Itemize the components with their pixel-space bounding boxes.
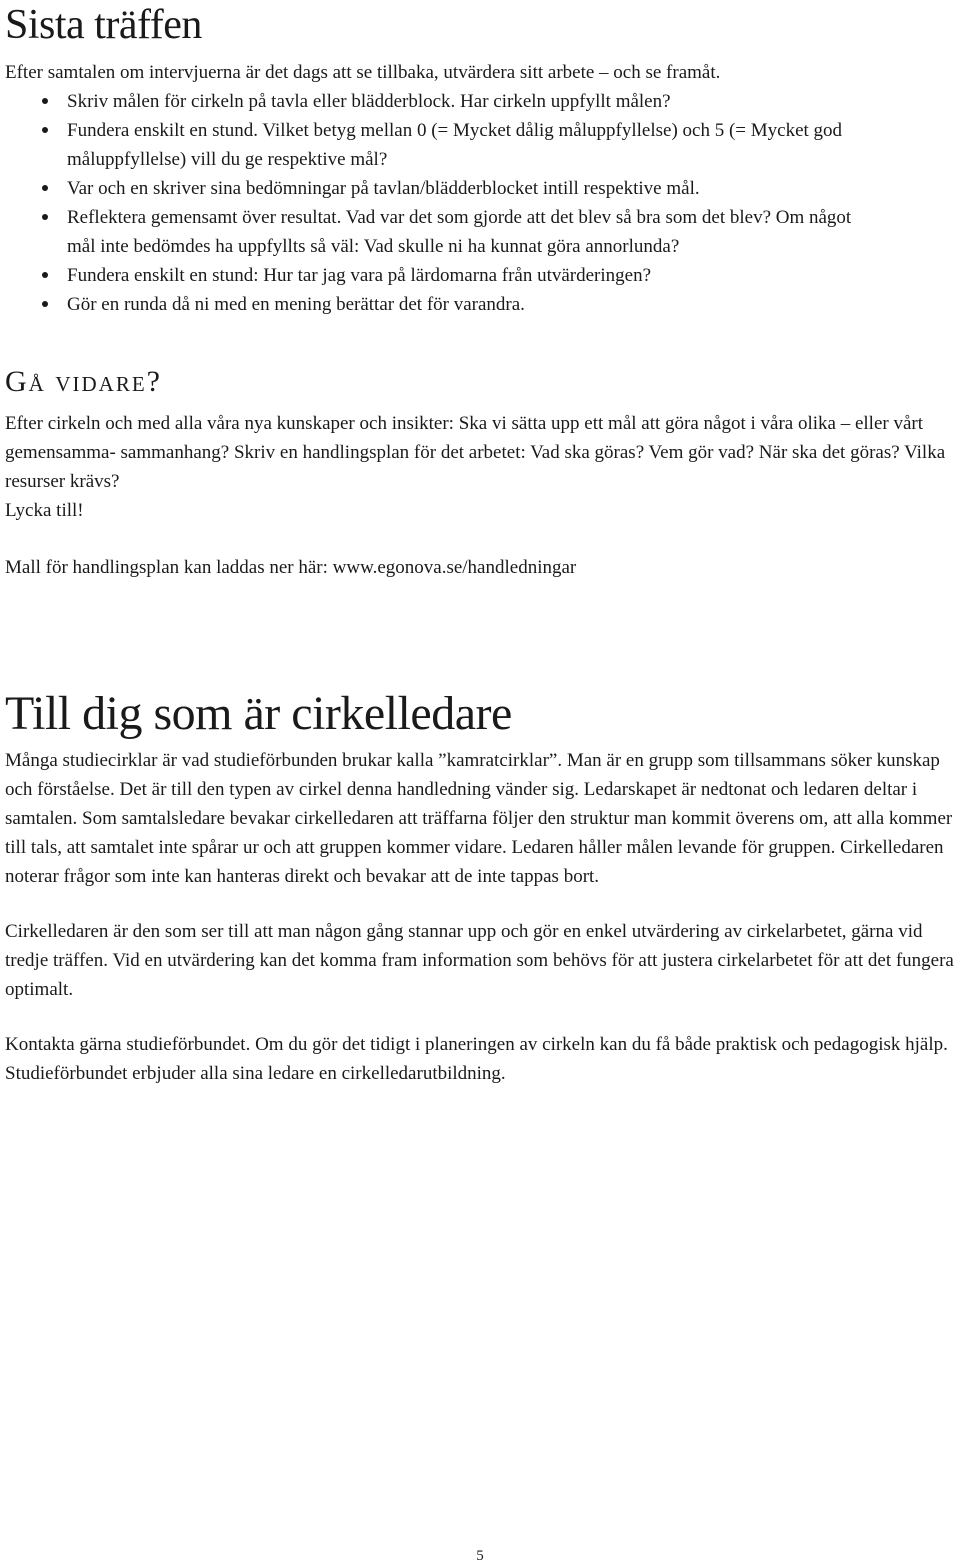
list-item-text: Gör en runda då ni med en mening berättar det för varandra. <box>67 294 525 315</box>
bullet-icon <box>42 214 48 220</box>
list-item-text: Skriv målen för cirkeln på tavla eller blädderblock. Har cirkeln uppfyllt målen? <box>67 91 671 112</box>
list-item <box>5 116 957 174</box>
list-item-text: Var och en skriver sina bedömningar på tavlan/blädderblocket intill respektive mål. <box>67 178 700 199</box>
section-spacer <box>5 582 957 690</box>
leader-paragraph-3: Kontakta gärna studieförbundet. Om du gör det tidigt i planeringen av cirkeln kan du få både praktisk och pedagogisk hjälp. Studieförbundet erbjuder alla sina ledare en cirkelledarutbildning. <box>5 1034 948 1084</box>
leader-paragraph-1: Många studiecirklar är vad studieförbunden brukar kalla ”kamratcirklar”. Man är en grupp som tillsammans söker kunskap och förståelse. Det är till den typen av cirkel denna handledning vänder sig. Ledarskapet är nedtonat och ledaren deltar i samtalen. Som samtalsledare bevakar cirkelledaren att träffarna följer den struktur man kommit överens om, att alla kommer till tals, att samtalet inte spårar ur och att gruppen kommer vidare. Ledaren håller målen levande för gruppen. Cirkelledaren noterar frågor som inte kan hanteras direkt och bevakar att de inte tappas bort. <box>5 750 953 887</box>
section-title-sista-traffen: Sista träffen <box>5 2 202 48</box>
page-number: 5 <box>476 1548 484 1564</box>
bullet-icon <box>42 127 48 133</box>
section-title-ga-vidare: Gå vidare? <box>5 365 162 398</box>
list-item-text: Fundera enskilt en stund. Vilket betyg mellan 0 (= Mycket dålig måluppfyllelse) och 5 (= Mycket god måluppfyllelse) vill du ge respektive mål? <box>67 120 843 170</box>
template-download-line: Mall för handlingsplan kan laddas ner här: www.egonova.se/handledningar <box>5 557 577 578</box>
bullet-icon <box>42 301 48 307</box>
list-item <box>5 87 957 116</box>
list-item-text: Fundera enskilt en stund: Hur tar jag vara på lärdomarna från utvärderingen? <box>67 265 652 286</box>
bullet-icon <box>42 185 48 191</box>
leader-paragraph-2: Cirkelledaren är den som ser till att man någon gång stannar upp och gör en enkel utvärdering av cirkelarbetet, gärna vid tredje träffen. Vid en utvärdering kan det komma fram information som behövs för att justera cirkelarbetet för att det fungera optimalt. <box>5 921 954 1000</box>
intro-paragraph: Efter samtalen om intervjuerna är det dags att se tillbaka, utvärdera sitt arbete – och se framåt. <box>5 62 721 83</box>
paragraph-gap <box>5 891 957 917</box>
list-item <box>5 174 957 203</box>
evaluation-steps-list <box>5 87 957 319</box>
bullet-icon <box>42 272 48 278</box>
ga-vidare-paragraph: Efter cirkeln och med alla våra nya kunskaper och insikter: Ska vi sätta upp ett mål att göra något i våra olika – eller vårt gemensamma- sammanhang? Skriv en handlingsplan för det arbetet: Vad ska göras? Vem gör vad? När ska det göras? Vilka resurser krävs? <box>5 413 946 492</box>
document-page <box>5 0 957 1088</box>
list-item <box>5 203 957 261</box>
section-title-cirkelledare: Till dig som är cirkelledare <box>5 687 512 740</box>
list-item <box>5 290 957 319</box>
bullet-icon <box>42 98 48 104</box>
closing-line: Lycka till! <box>5 500 84 521</box>
paragraph-gap <box>5 1004 957 1030</box>
list-item <box>5 261 957 290</box>
list-item-text: Reflektera gemensamt över resultat. Vad var det som gjorde att det blev så bra som det blev? Om något mål inte bedömdes ha uppfyllts så väl: Vad skulle ni ha kunnat göra annorlunda? <box>67 207 852 257</box>
